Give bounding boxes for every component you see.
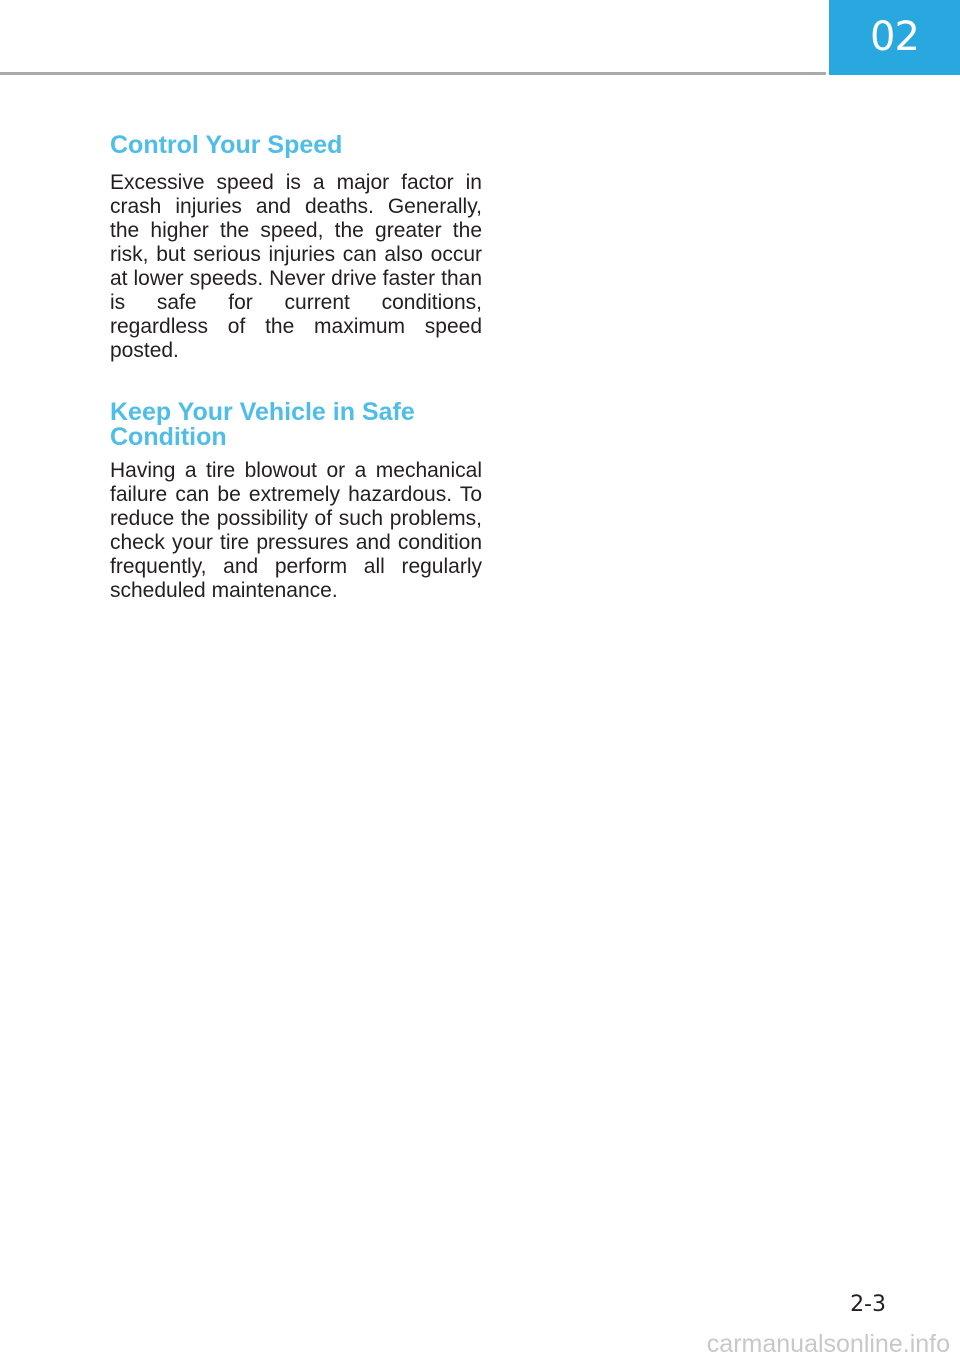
section-heading-control-speed: Control Your Speed [110,131,343,159]
chapter-tab: 02 [829,0,960,75]
page-number: 2-3 [850,1292,886,1317]
watermark: carmanualsonline.info [706,1330,950,1358]
header-rule [0,72,826,75]
page-content [110,128,482,603]
section-body-control-speed: Excessive speed is a major factor in crash injuries and deaths. Generally, the higher the speed, the greater the risk, but serious injuries can also occur at lower speeds. Never drive faster than is safe for current conditions, regardless of the maximum speed posted. [110,171,482,362]
section-body-safe-condition: Having a tire blowout or a mechanical failure can be extremely hazardous. To reduce the possibility of such problems, check your tire pressures and condition frequently, and perform all regularly scheduled maintenance. [110,459,482,602]
section-heading-safe-condition: Keep Your Vehicle in Safe Condition [110,398,415,451]
